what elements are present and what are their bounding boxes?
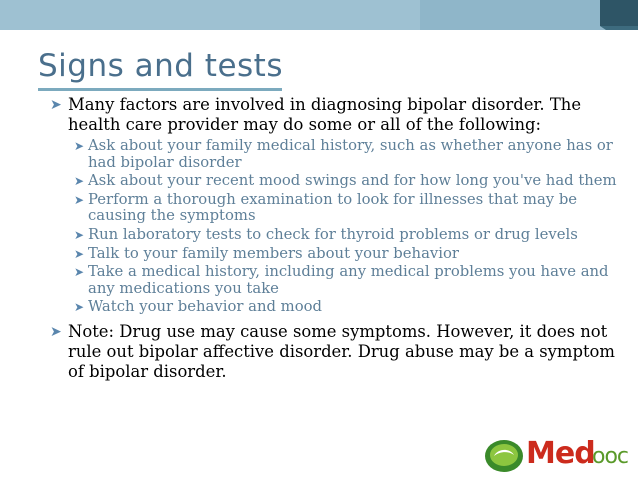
sub-bullet-text: Ask about your family medical history, such as whether anyone has or had bipolar disorder — [88, 137, 613, 171]
arrow-bullet-icon: ➤ — [50, 323, 62, 340]
title-underline — [38, 88, 282, 91]
bullet-list — [38, 95, 630, 382]
logo-text-ooc: ooc — [592, 444, 629, 469]
arrow-bullet-icon: ➤ — [74, 265, 85, 280]
sub-bullet-item — [68, 192, 630, 225]
sub-bullet-item — [68, 173, 630, 190]
bullet-item — [38, 95, 630, 316]
sub-bullet-text: Take a medical history, including any medical problems you have and any medications you take — [88, 263, 609, 297]
sub-bullet-item — [68, 299, 630, 316]
sub-bullet-item — [68, 246, 630, 263]
sub-bullet-text: Perform a thorough examination to look for illnesses that may be causing the symptoms — [88, 190, 578, 225]
arrow-bullet-icon: ➤ — [74, 300, 85, 315]
sub-bullet-list — [68, 138, 630, 316]
sub-bullet-item — [68, 264, 630, 297]
bullet-item — [38, 322, 630, 382]
arrow-bullet-icon: ➤ — [74, 192, 85, 207]
sub-bullet-text: Watch your behavior and mood — [88, 298, 322, 316]
medooc-logo — [484, 438, 634, 474]
arrow-bullet-icon: ➤ — [74, 174, 85, 189]
sub-bullet-item — [68, 138, 630, 171]
medooc-logo-icon — [484, 438, 524, 474]
arrow-bullet-icon: ➤ — [50, 97, 62, 113]
sub-bullet-text: Ask about your recent mood swings and for how long you've had them — [88, 172, 617, 190]
slide-title: Signs and tests — [38, 48, 283, 84]
slide-content — [38, 95, 630, 388]
arrow-bullet-icon: ➤ — [74, 246, 85, 261]
top-decorative-bar — [0, 0, 638, 36]
sub-bullet-text: Run laboratory tests to check for thyroid problems or drug levels — [88, 225, 578, 243]
sub-bullet-item — [68, 227, 630, 244]
arrow-bullet-icon: ➤ — [74, 227, 85, 242]
logo-text-med: Med — [526, 436, 595, 471]
bullet-text: Note: Drug use may cause some symptoms. However, it does not rule out bipolar affective disorder. Drug abuse may be a symptom of bipolar disorder. — [68, 321, 615, 381]
bullet-text: Many factors are involved in diagnosing bipolar disorder. The health care provider may do some or all of the following: — [68, 95, 582, 134]
arrow-bullet-icon: ➤ — [74, 139, 85, 153]
sub-bullet-text: Talk to your family members about your behavior — [88, 244, 459, 262]
